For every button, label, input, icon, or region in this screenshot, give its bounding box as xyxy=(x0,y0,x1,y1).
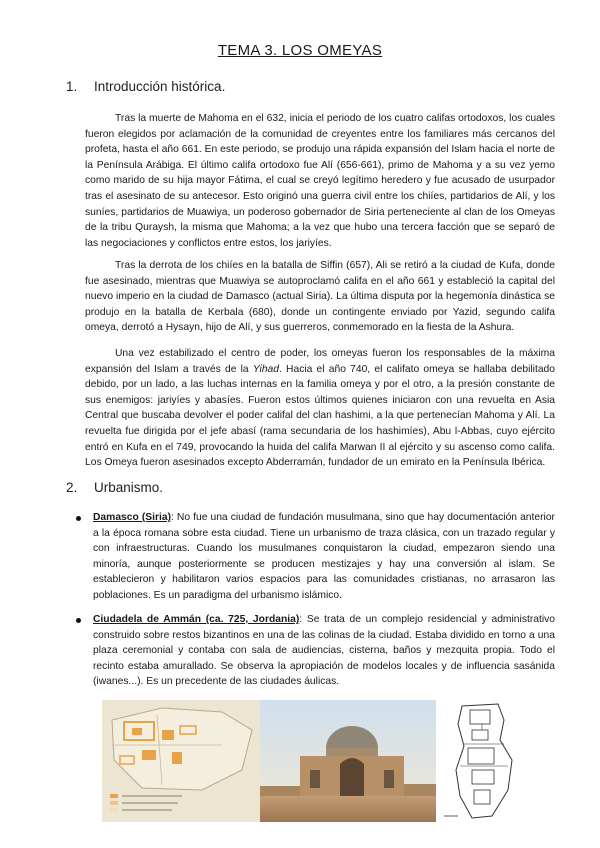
bullet-damasco xyxy=(93,510,555,604)
bullet-text: : Se trata de un complejo residencial y administrativo construido sobre restos bizantinos en una de las colinas de la ciudad. Estaba dividido en torno a una plaza ceremonial y contaba con sala de audiencias, cisterna, baños y mezquita propia. Todo el recinto estaba amurallado. Se observa la apropiación de modelos locales y de influencia sasánida (iwanes...). Es un precedente de las ciudades áulicas. xyxy=(93,614,556,688)
bullet-dot xyxy=(76,618,81,623)
section-heading-urbanismo xyxy=(66,480,163,495)
page-title: TEMA 3. LOS OMEYAS xyxy=(217,42,383,59)
section-title: Urbanismo. xyxy=(94,480,164,495)
paragraph-3-italic: Yihad xyxy=(252,363,279,375)
bullet-amman xyxy=(93,612,555,690)
bullet-text: : No fue una ciudad de fundación musulmana, sino que hay documentación anterior a la época romana sobre esta ciudad. Tiene un urbanismo de traza clásica, con un trazado regular y con infraestructuras. Cuando los musulmanes conquistaron la ciudad, empezaron siendo una minoría, aunque posteriormente se producen mestizajes y hay una conversión al islam. Se establecieron y habilitaron varios espacios para las comunidades cristianas, no arrasaron las poblaciones. Es un paradigma del urbanismo islámico. xyxy=(93,512,555,601)
paragraph-1: Tras la muerte de Mahoma en el 632, inicia el periodo de los cuatro califas ortodoxos, los cuales fueron elegidos por aclamación de la comunidad de creyentes entre los familiares más cercanos del profeta, hasta el año 661. En este periodo, se produjo una rápida expansión del Islam hacia el norte de la Península Arábiga. El último califa ortodoxo fue Alí (656-661), primo de Mahoma y a su vez yerno como marido de su hija mayor Fátima, el cual se creyó legítimo heredero y fue acusado de usurpador tras el asesinato de su antecesor. Esto originó una guerra civil entre los chiíes, partidarios de Alí, y los suníes, partidarios de Muawiya, un poderoso gobernador de Siria perteneciente al clan de los Omeyas de la tribu Quraysh, la misma que Mahoma; a la vez que hubo una tercera facción que se separó de las negociaciones y conflictos entre estos, los jariyíes. xyxy=(85,113,555,249)
citadel-floor-plan-image xyxy=(442,700,524,822)
paragraph-3-start: Una vez estabilizado el centro de poder, los omeyas fueron los responsables de la máxima expansión del Islam a través de la xyxy=(85,348,555,375)
umayyad-palace-photo xyxy=(260,700,436,822)
section-number: 1. xyxy=(66,79,78,94)
citadel-site-plan-image xyxy=(102,700,260,822)
section-heading-intro xyxy=(66,79,225,94)
section-title: Introducción histórica. xyxy=(94,79,226,94)
paragraph-2: Tras la derrota de los chiíes en la batalla de Siffin (657), Ali se retiró a la ciudad de Kufa, donde fue asesinado, mientras que Muawiya se autoproclamó califa en el año 661 y estableció la capital del nuevo imperio en la ciudad de Damasco (actual Siria). La última disputa por la hegemonía dinástica se produjo en la batalla de Kerbala (680), donde un contingente enviado por Yazid, segundo califa omeya, derrotó a Hysayn, hijo de Alí, y sus guerreros, conmemorado en la fiesta de la Ashura. xyxy=(85,260,555,334)
paragraph-3 xyxy=(85,346,555,471)
paragraph-3-end: . Hacia el año 740, el califato omeya se hallaba debilitado debido, por un lado, a las luchas internas en la familia omeya y por el otro, a la presión constante de sus enemigos: jariyíes y abasíes. Fueron estos últimos quienes iniciaron con una revuelta en Asia Central que buscaba devolver el poder califal del clan hashimi, a la que pertenecían Mahoma y Alí. La revuelta fue dirigida por el jefe abasí (rama secundaria de los hashimíes), Abu l-Abbas, cuyo ejército entró en Kufa en el 749, provocando la huida del califa Marwan II al ejército y su ascenso como califa. Los Omeya fueron asesinados excepto Abderramán, fundador de un emirato en la Península Ibérica. xyxy=(85,363,556,469)
bullet-dot xyxy=(76,516,81,521)
bullet-term: Ciudadela de Ammán (ca. 725, Jordania) xyxy=(93,614,300,625)
bullet-term: Damasco (Siria) xyxy=(93,512,172,523)
section-number: 2. xyxy=(66,480,78,495)
